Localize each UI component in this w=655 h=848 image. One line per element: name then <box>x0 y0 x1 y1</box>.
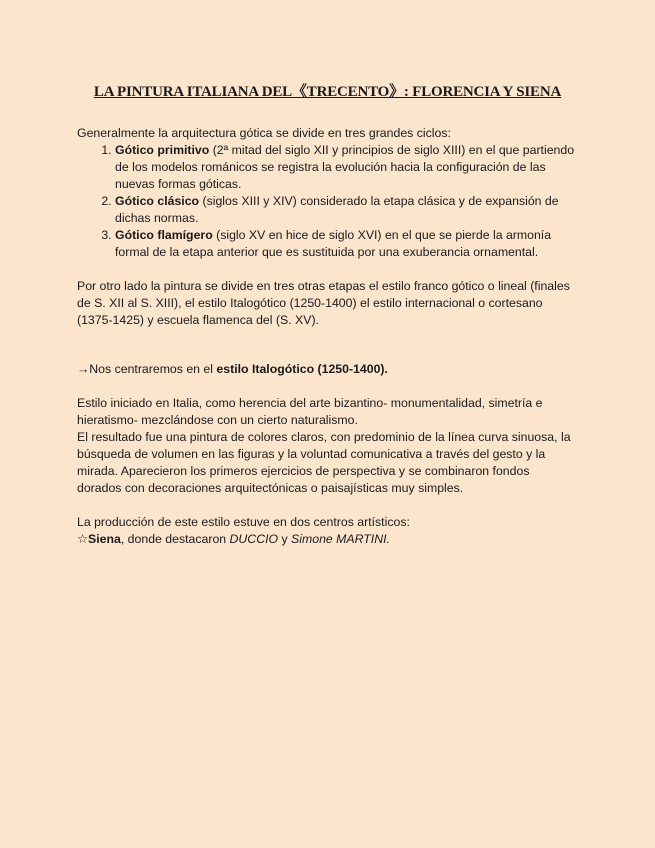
list-item <box>115 193 577 227</box>
artist-simone-martini: Simone MARTINI. <box>291 532 390 546</box>
siena-text: , donde destacaron <box>120 532 230 546</box>
list-item <box>115 142 577 193</box>
artist-duccio: DUCCIO <box>229 532 279 546</box>
cycle-description: (siglos XIII y XIV) considerado la etapa clásica y de expansión de dichas normas. <box>115 194 559 225</box>
siena-conjunction: y <box>278 532 292 546</box>
document-body <box>77 125 577 548</box>
cycle-name: Gótico flamígero <box>115 228 213 242</box>
siena-name: Siena <box>88 532 121 546</box>
style-description-paragraph: Estilo iniciado en Italia, como herencia del arte bizantino- monumentalidad, simetría e hieratismo- mezclándose con un cierto naturalismo. <box>77 396 543 427</box>
gothic-cycles-list <box>77 142 577 261</box>
document-title: LA PINTURA ITALIANA DEL《TRECENTO》: FLORENCIA Y SIENA <box>93 84 562 100</box>
painting-stages-paragraph: Por otro lado la pintura se divide en tres otras etapas el estilo franco gótico o lineal (finales de S. XII al S. XIII), el estilo Italogótico (1250-1400) el estilo internacional o cortesano (1375-1425) y escuela flamenca del (S. XV). <box>77 279 570 327</box>
focus-style: estilo Italogótico (1250-1400). <box>216 362 388 376</box>
cycle-description: (siglo XV en hice de siglo XVI) en el que se pierde la armonía formal de la etapa anterior que es sustituida por una exuberancia ornamental. <box>115 228 552 259</box>
result-paragraph: El resultado fue una pintura de colores claros, con predominio de la línea curva sinuosa, la búsqueda de volumen en las figuras y la voluntad comunicativa a través del gesto y la mirada. Aparecieron los primeros ejercicios de perspectiva y se combinaron fondos dorados con decoraciones arquitectónicas o paisajísticas muy simples. <box>77 430 571 495</box>
focus-prefix: →Nos centraremos en el <box>77 362 217 376</box>
cycle-name: Gótico clásico <box>115 194 200 208</box>
cycle-description: (2ª mitad del siglo XII y principios de siglo XIII) en el que partiendo de los modelos románicos se registra la evolución hacia la configuración de las nuevas formas góticas. <box>115 143 575 191</box>
intro-paragraph: Generalmente la arquitectura gótica se divide en tres grandes ciclos: <box>77 126 451 140</box>
siena-paragraph <box>77 531 577 548</box>
focus-paragraph <box>77 361 577 378</box>
list-item <box>115 227 577 261</box>
production-intro-paragraph: La producción de este estilo estuve en dos centros artísticos: <box>77 515 410 529</box>
star-icon: ☆ <box>77 532 89 546</box>
cycle-name: Gótico primitivo <box>115 143 210 157</box>
